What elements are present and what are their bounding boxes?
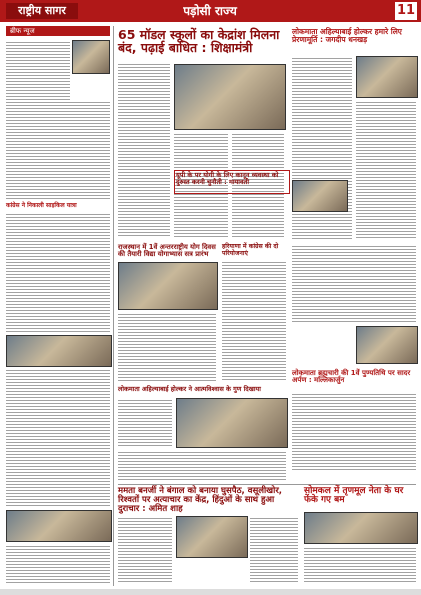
page-number: 11: [396, 3, 416, 18]
small-story-text: [222, 260, 286, 382]
ahilya-photo: [176, 398, 288, 448]
right-top-headline: लोकमाता अहिल्याबाई होल्कर हमारे लिए प्रेरणामूर्ति : जगदीप धनखड़: [292, 27, 402, 44]
lokmanya-text: [292, 392, 416, 472]
small-story-headline: हरियाणा में कांग्रेस की दो परियोजनाएं: [222, 243, 279, 257]
right-top-photo: [356, 56, 418, 98]
paper-logo: राष्ट्रीय सागर: [6, 3, 78, 19]
left-photo-3: [6, 510, 112, 542]
left-text-3: [6, 212, 110, 332]
bottom-right-photo: [304, 512, 418, 544]
lead-photo: [174, 64, 286, 130]
left-headline-1: कांग्रेस ने निकाली साइकिल यात्रा: [6, 202, 77, 209]
lokmanya-headline: लोकमाता ब्रह्मचारी की 1वें पुण्यतिथि पर सादर अर्पण : मल्लिकार्जुन: [292, 369, 411, 385]
ahilya-text-1: [118, 398, 172, 448]
brief-photo: [72, 40, 110, 74]
lead-headline: 65 मॉडल स्कूलों का केद्रांश मिलना बंद, पढ़ाई बाधित : शिक्षामंत्री: [118, 27, 280, 56]
bottom-right-headline: सोमकल में तृणमूल नेता के घर फेंके गए बम: [304, 486, 404, 506]
yoga-headline: राजस्थान में 1वें अन्तरराष्ट्रीय योग दिवस की तैयारी विद्या योगाभ्यास सत्र प्रारंभ: [118, 243, 216, 259]
right-mid-text: [292, 244, 416, 324]
right-top-text-1: [292, 56, 352, 240]
bottom-rule: [118, 484, 416, 485]
masthead-bar: [0, 0, 421, 22]
bottom-right-text: [304, 546, 416, 584]
bottom-text-1: [118, 516, 172, 584]
ahilya-text-2: [118, 450, 286, 480]
mid-photo: [292, 180, 348, 212]
right-mid-photo: [356, 326, 418, 364]
bottom-photo: [176, 516, 248, 558]
left-text-4: [6, 368, 110, 508]
page-footer: [0, 589, 421, 595]
left-photo-2: [6, 335, 112, 367]
brief-news-label: ब्रीफ न्यूज: [6, 26, 110, 36]
lead-text-1: [118, 62, 170, 238]
yoga-text: [118, 312, 216, 382]
right-top-text-2: [356, 100, 416, 240]
brief-text: [6, 40, 70, 100]
bottom-text-2: [250, 516, 298, 584]
ahilya-headline: लोकमाता अहिल्याबाई होल्कर ने आत्मविश्वास के गुण दिखाया: [118, 385, 261, 393]
section-title: पड़ोसी राज्य: [183, 4, 237, 18]
column-rule: [113, 26, 114, 586]
brief-text-2: [6, 100, 110, 200]
bottom-headline: ममता बनर्जी ने बंगाल को बनाया घुसपैठ, वसूलीखोर, रिश्वतों पर अत्याचार का केंद्र, हिंदुओं के साथ हुआ दुराचार : अमित शाह: [118, 486, 283, 514]
yoga-photo: [118, 262, 218, 310]
left-text-5: [6, 544, 110, 584]
mid-headline: यूपी के पर योगी के लिए कानून व्यवस्था को दुरुस्त करनी चुनौती : मायावती: [176, 171, 279, 186]
